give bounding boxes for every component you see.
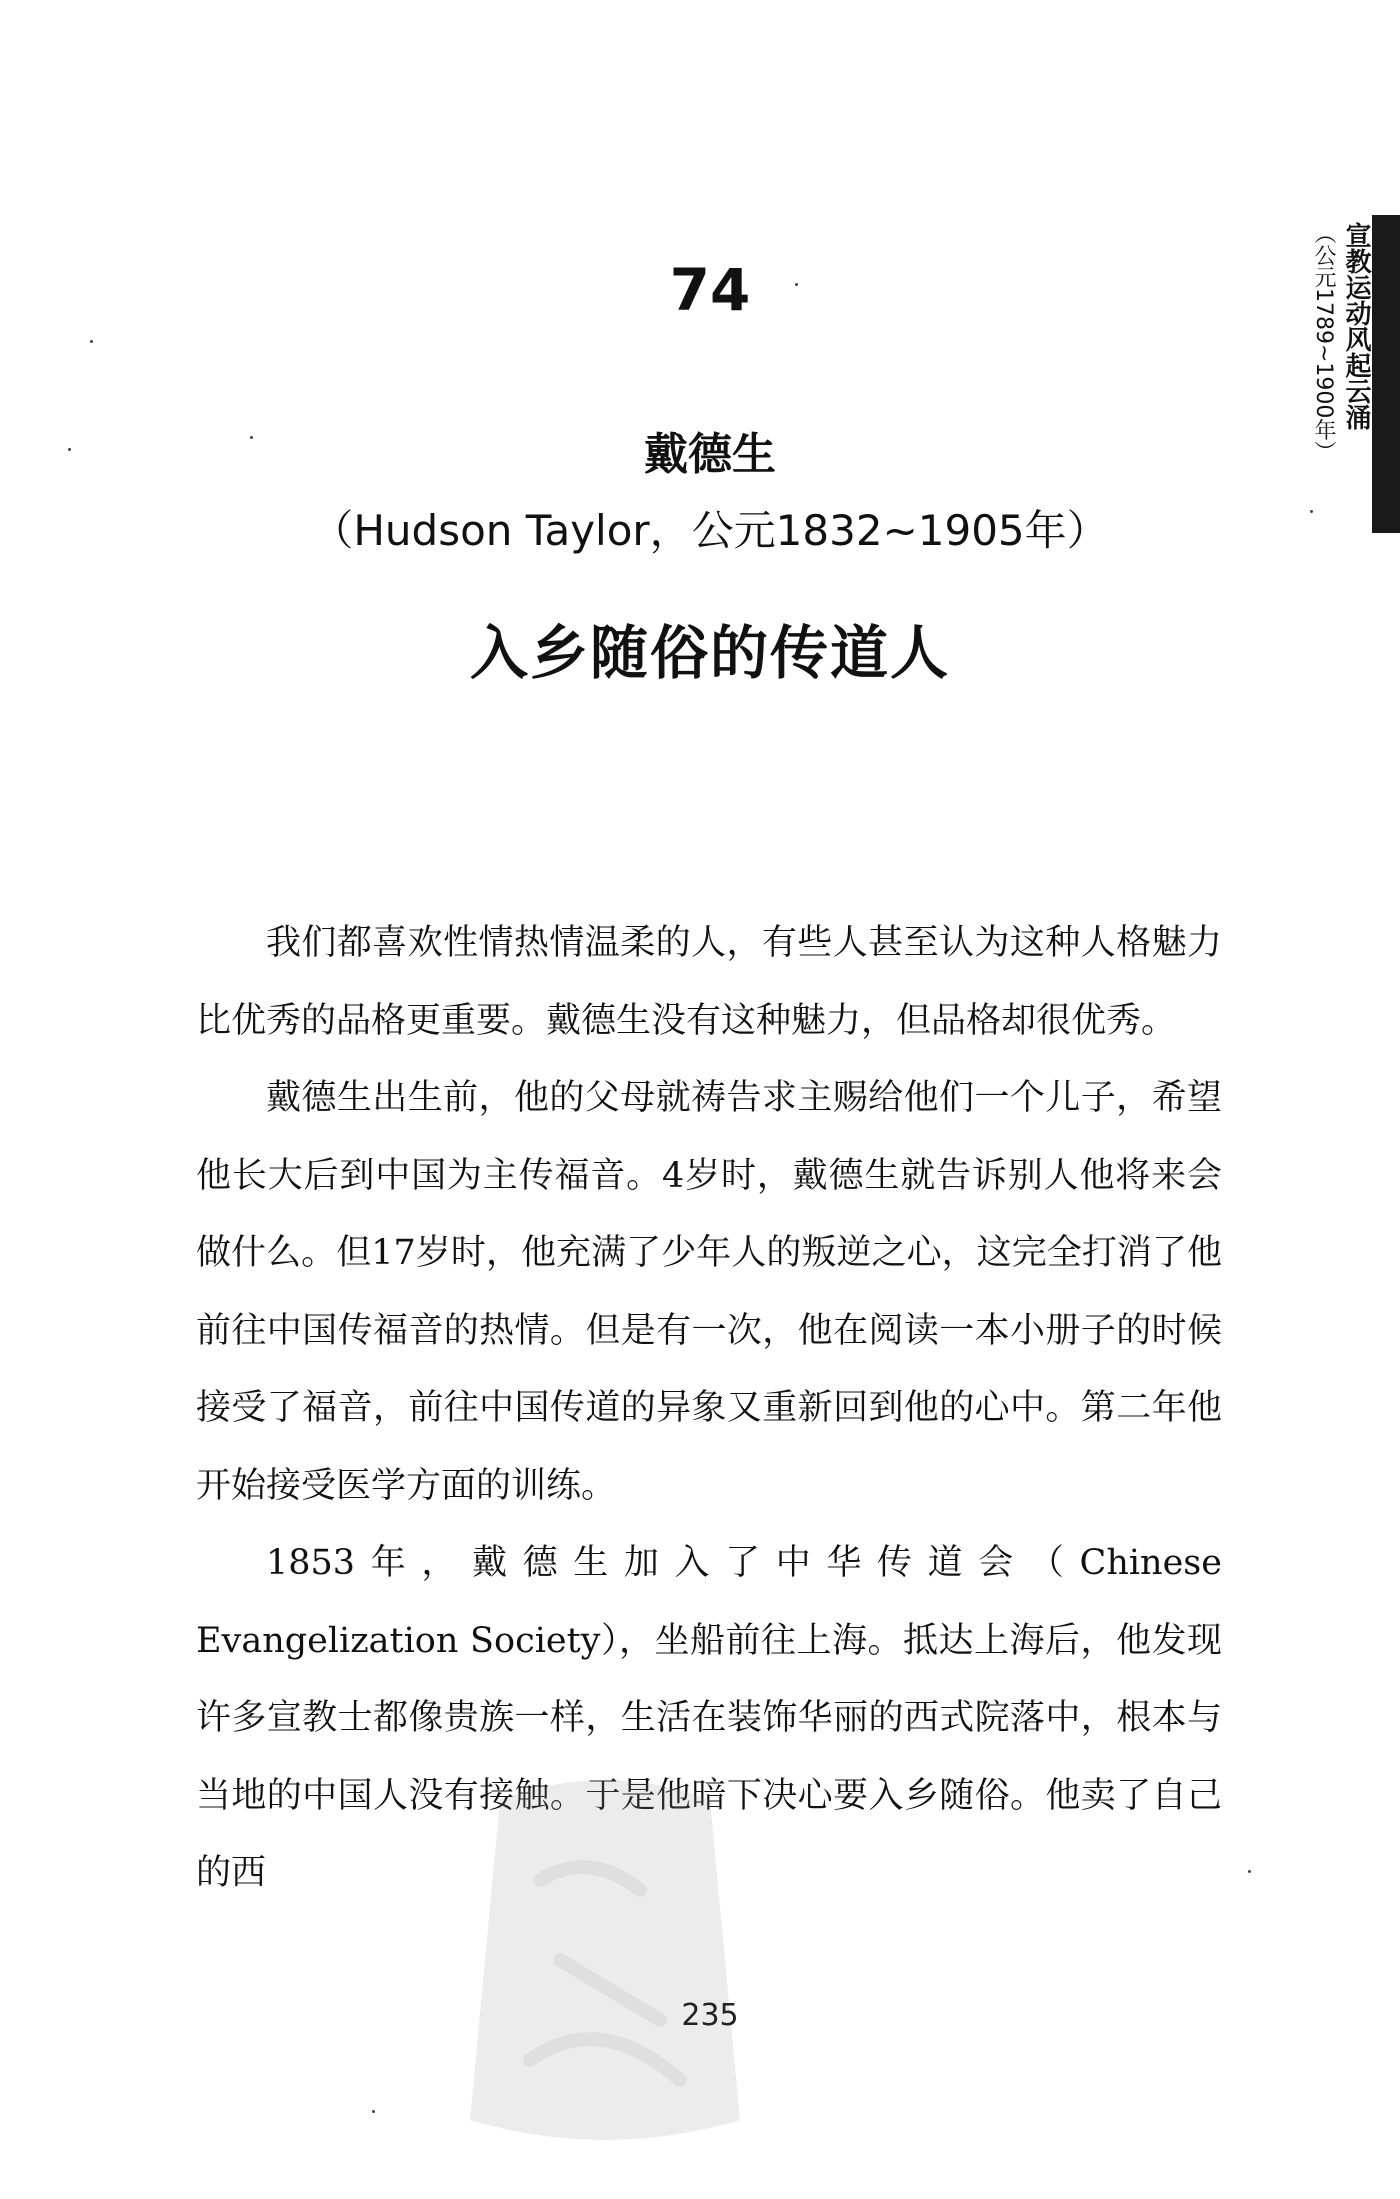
section-years: （公元1789~1900年） xyxy=(1311,222,1336,463)
person-detail: （Hudson Taylor，公元1832~1905年） xyxy=(311,506,1109,555)
scan-speck xyxy=(1248,1870,1251,1873)
section-title: 宣教运动风起云涌 xyxy=(1341,222,1371,430)
paragraph: 1853年，戴德生加入了中华传道会（Chinese Evangelization Society），坐船前往上海。抵达上海后，他发现许多宣教士都像贵族一样，生活在装饰华丽的西式院落中，根本与当地的中国人没有接触。于是他暗下决心要入乡随俗。他卖了自己的西 xyxy=(196,1543,1222,1893)
scan-speck xyxy=(90,340,93,343)
person-name: 戴德生 xyxy=(644,429,776,480)
chapter-number: 74 xyxy=(669,256,751,324)
page-number: 235 xyxy=(681,1998,739,2033)
scan-speck xyxy=(1310,510,1313,513)
paragraph: 戴德生出生前，他的父母就祷告求主赐给他们一个儿子，希望他长大后到中国为主传福音。4岁时，戴德生就告诉别人他将来会做什么。但17岁时，他充满了少年人的叛逆之心，这完全打消了他前往中国传福音的热情。但是有一次，他在阅读一本小册子的时候接受了福音，前往中国传道的异象又重新回到他的心中。第二年他开始接受医学方面的训练。 xyxy=(196,1078,1222,1506)
scan-speck xyxy=(68,448,71,451)
chapter-title: 入乡随俗的传道人 xyxy=(469,619,950,687)
scan-speck xyxy=(372,2110,375,2113)
paragraph: 我们都喜欢性情热情温柔的人，有些人甚至认为这种人格魅力比优秀的品格更重要。戴德生没有这种魅力，但品格却很优秀。 xyxy=(196,923,1222,1041)
library-stamp-watermark xyxy=(440,1760,770,2160)
scan-speck xyxy=(795,283,798,286)
scan-speck xyxy=(250,436,253,439)
